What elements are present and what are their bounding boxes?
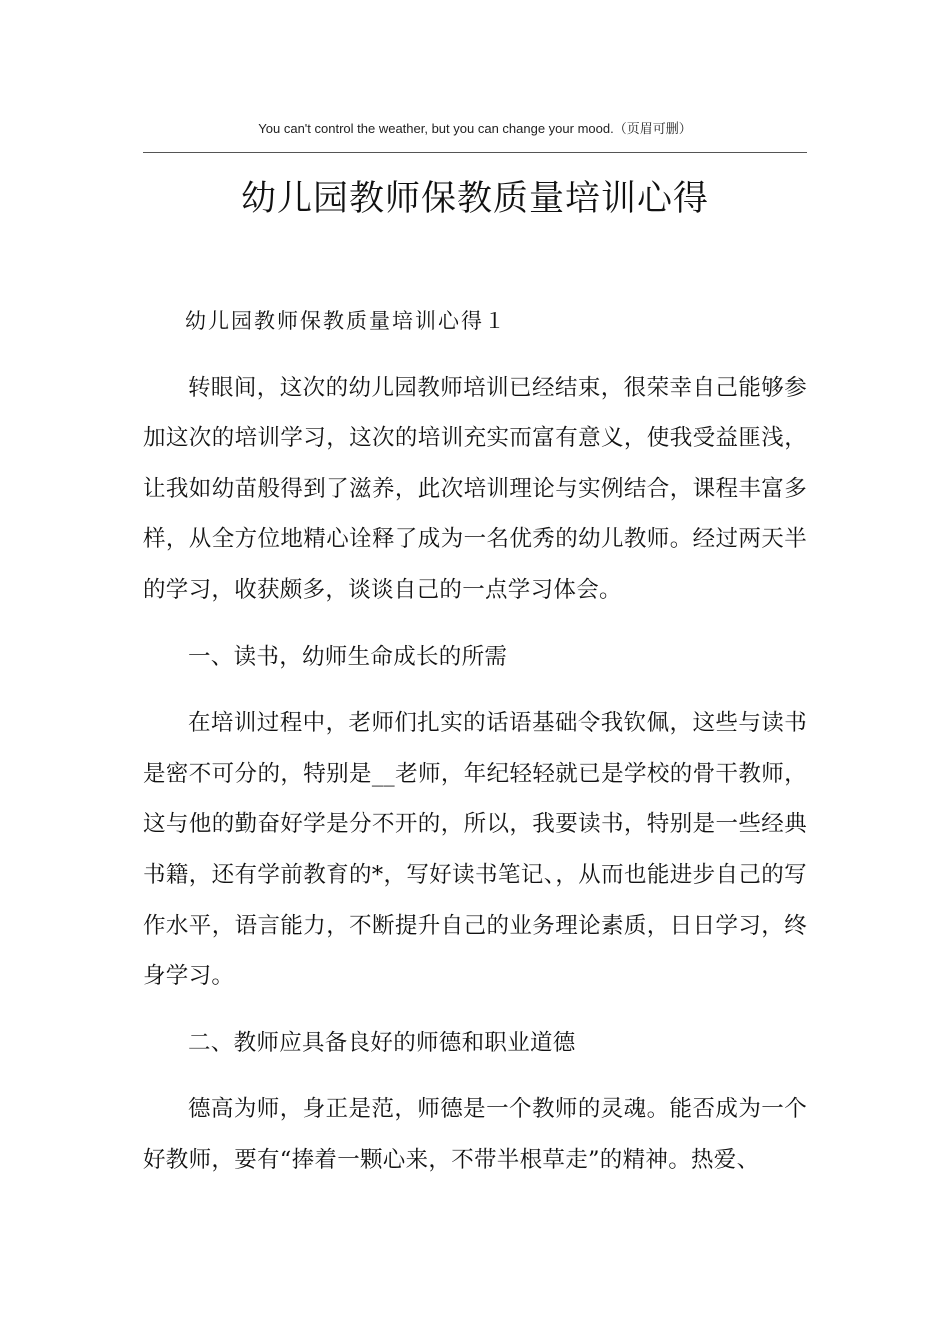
document-subtitle: 幼儿园教师保教质量培训心得１ bbox=[185, 309, 507, 333]
document-title: 幼儿园教师保教质量培训心得 bbox=[240, 179, 709, 219]
body-paragraph: 转眼间，这次的幼儿园教师培训已经结束，很荣幸自己能够参加这次的培训学习，这次的培训充实而富有意义，使我受益匪浅，让我如幼苗般得到了滋养，此次培训理论与实例结合，课程丰富多样，从全方位地精心诠释了成为一名优秀的幼儿教师。经过两天半的学习，收获颇多，谈谈自己的一点学习体会。 bbox=[143, 374, 807, 603]
header-divider bbox=[143, 152, 807, 153]
body-paragraph: 德高为师，身正是范，师德是一个教师的灵魂。能否成为一个好教师，要有“捧着一颗心来，不带半根草走”的精神。热爱、 bbox=[143, 1096, 807, 1173]
section-heading: 一、读书，幼师生命成长的所需 bbox=[188, 643, 508, 670]
section-heading: 二、教师应具备良好的师德和职业道德 bbox=[188, 1029, 576, 1056]
document-body bbox=[143, 296, 807, 1186]
body-paragraph: 在培训过程中，老师们扎实的话语基础令我钦佩，这些与读书是密不可分的，特别是__老师，年纪轻轻就已是学校的骨干教师，这与他的勤奋好学是分不开的，所以，我要读书，特别是一些经典书籍，还有学前教育的*，写好读书笔记、，从而也能进步自己的写作水平，语言能力，不断提升自己的业务理论素质，日日学习，终身学习。 bbox=[143, 710, 807, 990]
page-header-text: You can't control the weather, but you can change your mood.（页眉可删） bbox=[258, 121, 692, 136]
